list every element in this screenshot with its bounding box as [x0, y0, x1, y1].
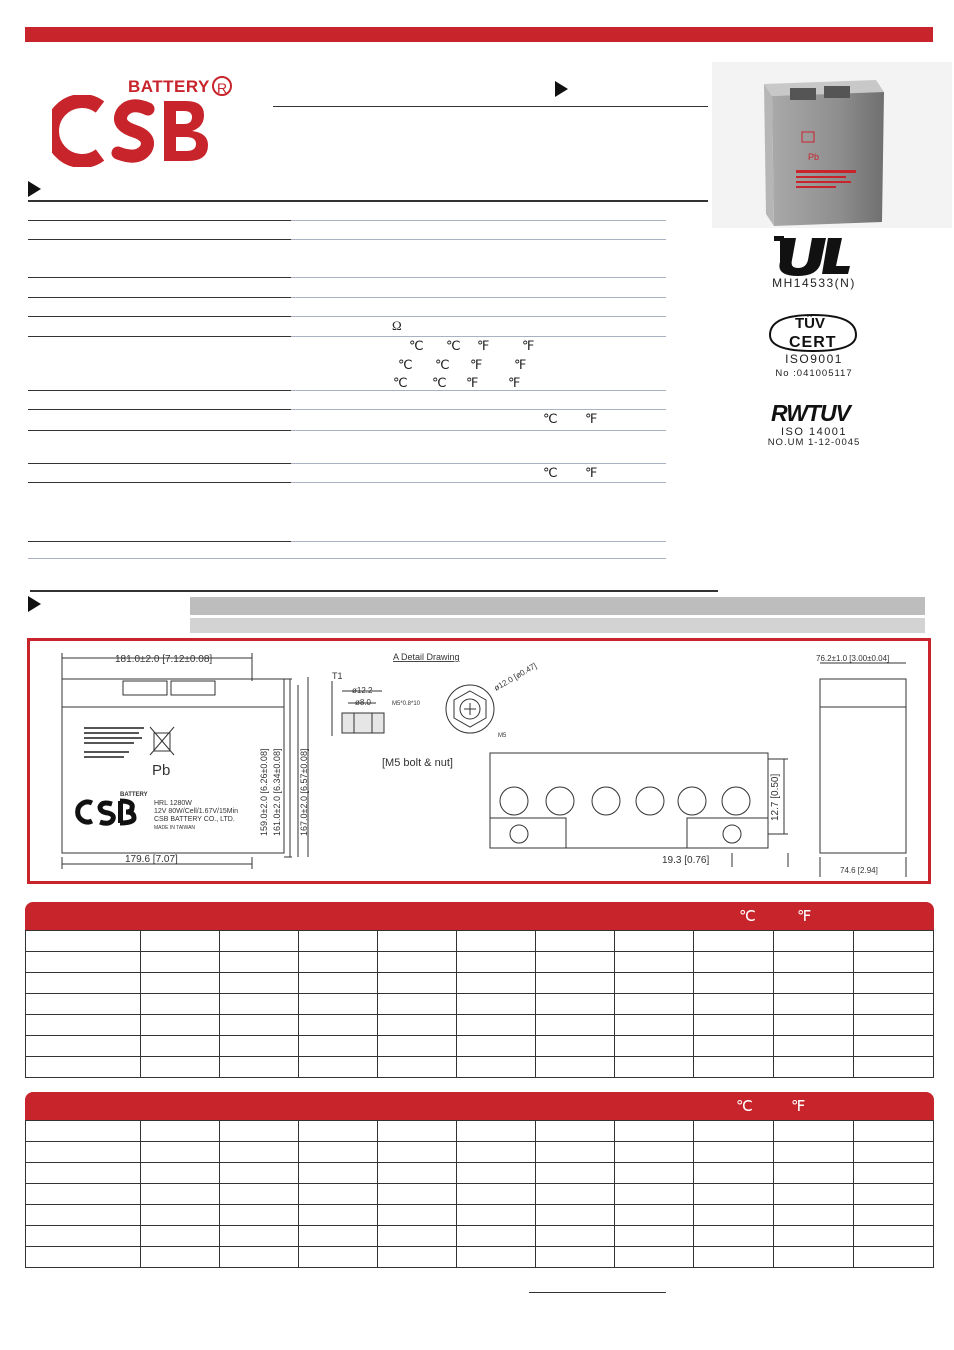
label-company: CSB BATTERY CO., LTD. — [154, 816, 235, 823]
table-row — [26, 1142, 934, 1163]
detail-drawing-title: A Detail Drawing — [393, 652, 460, 662]
spec-row-sep-left — [28, 430, 291, 431]
table1-header-bar — [25, 902, 934, 930]
label-battery: BATTERY — [120, 792, 148, 798]
height-dim-2: 161.0±2.0 [6.34±0.08] — [272, 748, 282, 836]
table-row — [26, 1184, 934, 1205]
table-row — [26, 1247, 934, 1268]
spec-section-triangle — [28, 181, 41, 197]
tuv-number: No :041005117 — [775, 368, 853, 379]
depth-top-dim: 76.2±1.0 [3.00±0.04] — [816, 654, 890, 663]
temp-f-symbol: ℉ — [522, 338, 535, 353]
temp-c-symbol: ℃ — [543, 411, 558, 426]
table-row — [26, 994, 934, 1015]
spec-row-sep — [28, 558, 666, 559]
dimensions-subheader-bar — [190, 618, 925, 633]
logo-battery-label: BATTERY — [128, 77, 210, 96]
csb-logo — [52, 95, 212, 167]
label-made: MADE IN TAIWAN — [154, 825, 196, 831]
temp-c-symbol: ℃ — [435, 357, 450, 372]
tuv-cert-text: CERT — [789, 334, 837, 351]
terminal-offset-dim: 19.3 [0.76] — [662, 855, 710, 866]
header-triangle-marker — [555, 81, 568, 97]
temp-f-symbol: ℉ — [466, 375, 479, 390]
temp-c-symbol: ℃ — [432, 375, 447, 390]
table2-header-bar — [25, 1092, 934, 1120]
label-rating: 12V 80W/Cell/1.67V/15Min — [154, 808, 239, 815]
table-row — [26, 1015, 934, 1036]
spec-row-sep-left — [28, 409, 291, 410]
temp-c-symbol: ℃ — [398, 357, 413, 372]
table-row — [26, 1205, 934, 1226]
ul-recognized-logo — [770, 236, 850, 276]
spec-row-sep-left — [28, 482, 291, 483]
depth-bottom-dim: 74.6 [2.94] — [840, 866, 878, 875]
top-banner-bar — [25, 27, 933, 42]
temp-f-symbol: ℉ — [514, 357, 527, 372]
discharge-table-1 — [25, 930, 934, 1078]
label-model: HRL 1280W — [154, 800, 192, 807]
width-top-dim: 181.0±2.0 [7.12±0.08] — [115, 654, 213, 665]
temp-f-symbol: ℉ — [470, 357, 483, 372]
footer-underline — [529, 1292, 666, 1293]
dimension-drawing — [30, 641, 928, 881]
ul-icon — [770, 236, 850, 276]
temp-c-symbol: ℃ — [409, 338, 424, 353]
temp-c-symbol: ℃ — [543, 465, 558, 480]
spec-row-sep-left — [28, 220, 291, 221]
table-row — [26, 1121, 934, 1142]
spec-row-sep-left — [28, 277, 291, 278]
spec-row-sep-left — [28, 463, 291, 464]
spec-row-sep-left — [28, 541, 291, 542]
spec-row-sep-left — [28, 316, 291, 317]
m5-label: M5 — [498, 733, 507, 739]
table1-temp-c: ℃ — [739, 909, 756, 925]
table-row — [26, 973, 934, 994]
dimensions-section-triangle — [28, 596, 41, 612]
discharge-table-2 — [25, 1120, 934, 1268]
spec-section-rule — [28, 200, 708, 202]
table-row — [26, 1163, 934, 1184]
rwtuv-number: NO.UM 1-12-0045 — [767, 437, 861, 448]
temp-c-symbol: ℃ — [446, 338, 461, 353]
height-dim-3: 167.0±2.0 [6.57±0.08] — [299, 748, 309, 836]
svg-text:Pb: Pb — [808, 152, 820, 162]
table1-temp-f: ℉ — [797, 909, 812, 925]
table-row — [26, 952, 934, 973]
ul-code: MH14533(N) — [772, 276, 856, 290]
temp-c-symbol: ℃ — [393, 375, 408, 390]
tuv-logo-text: TÜV — [795, 315, 825, 332]
spec-row-sep-left — [28, 297, 291, 298]
temp-f-symbol: ℉ — [585, 411, 598, 426]
dimensions-section-rule — [30, 590, 718, 592]
temp-f-symbol: ℉ — [585, 465, 598, 480]
temp-f-symbol: ℉ — [508, 375, 521, 390]
header-underline — [273, 106, 708, 107]
temp-f-symbol: ℉ — [477, 338, 490, 353]
bolt-d2: ø8.0 — [355, 698, 372, 707]
table-row — [26, 1057, 934, 1078]
rwtuv-logo: RWTUV — [771, 400, 850, 426]
t1-label: T1 — [332, 671, 343, 681]
tuv-standard: ISO9001 — [785, 352, 843, 366]
bolt-d1: ø12.2 — [352, 686, 373, 695]
table-row — [26, 1036, 934, 1057]
csb-logo-mark — [52, 95, 212, 167]
terminal-height-dim: 12.7 [0.50] — [770, 773, 781, 821]
table2-temp-f: ℉ — [791, 1099, 806, 1115]
table2-temp-c: ℃ — [736, 1099, 753, 1115]
dimensions-header-bar — [190, 597, 925, 615]
registered-mark: R — [212, 76, 232, 96]
spec-row-sep-left — [28, 239, 291, 240]
spec-row-sep-left — [28, 336, 291, 337]
spec-row-sep-left — [28, 390, 291, 391]
bolt-nut-label: [M5 bolt & nut] — [382, 757, 453, 769]
ohm-symbol: Ω — [392, 318, 402, 333]
label-pb: Pb — [152, 762, 171, 779]
rwtuv-standard: ISO 14001 — [780, 426, 848, 438]
thread-spec: M5*0.8*10 — [392, 701, 421, 707]
width-bottom-dim: 179.6 [7.07] — [125, 854, 178, 865]
table-row — [26, 1226, 934, 1247]
battery-product-photo — [712, 62, 954, 228]
table-row — [26, 931, 934, 952]
height-dim-1: 159.0±2.0 [6.26±0.08] — [259, 748, 269, 836]
nut-diameter: ø12.0 [ø0.47] — [492, 661, 539, 693]
